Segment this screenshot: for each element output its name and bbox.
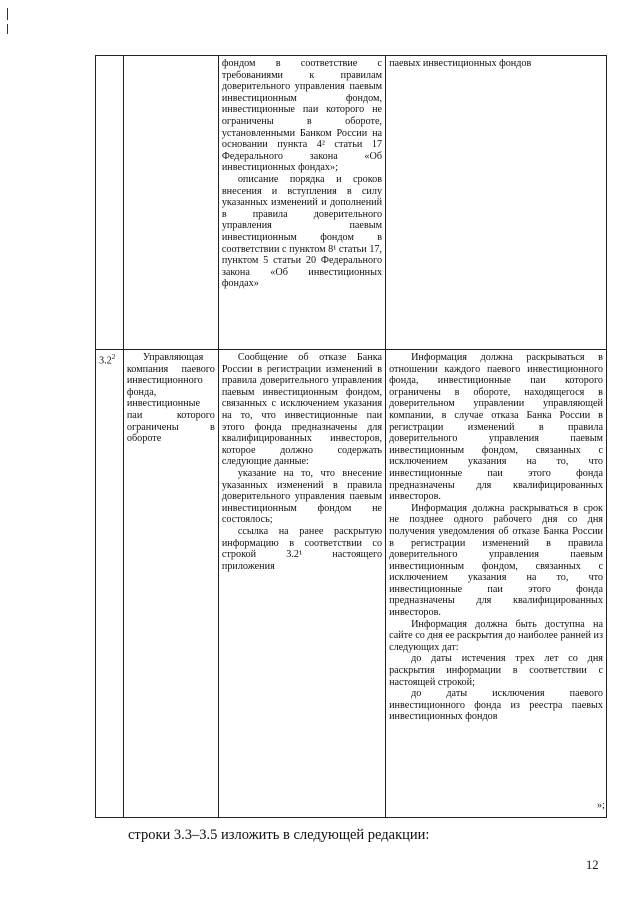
discloser-text: Управляющая компания паевого инвестиционного фонда, инвестиционные паи которого ограничены в обороте — [126, 352, 215, 445]
note-paragraph: до даты исключения паевого инвестиционного фонда из реестра паевых инвестиционных фондов — [389, 688, 603, 723]
page-number: 12 — [586, 858, 599, 872]
cell-requirements — [218, 350, 385, 818]
requirement-paragraph: описание порядка и сроков внесения и вступления в силу указанных изменений и дополнений в правила доверительного управления паевым инвестиционным фондом в соответствии с пунктом 8¹ статьи 17, пунктом 5 статьи 20 Федерального закона «Об инвестиционных фондах» — [221, 173, 383, 290]
note-paragraph: паевых инвестиционных фондов — [389, 58, 532, 69]
cell-discloser — [123, 350, 218, 818]
requirement-paragraph: Сообщение об отказе Банка России в регистрации изменений в правила доверительного управления паевым инвестиционным фондом, связанных с исключением указания на то, что инвестиционные паи этого фонда предназначены для квалифицированных инвесторов, которое должно содержать следующие данные: — [221, 352, 383, 468]
cell-notes — [386, 350, 607, 818]
note-paragraph: Информация должна раскрываться в отношении каждого паевого инвестиционного фонда, инвестиционные паи которого ограничены в обороте, находящегося в доверительном управлении управляющей компании, в случае отказа Банка России в регистрации изменений в правила доверительного управления паевым инвестиционным фондом, связанных с исключением указания на то, что инвестиционные паи этого фонда предназначены для квалифицированных инвесторов. — [389, 352, 603, 503]
table-row-3-2-2 — [96, 350, 607, 818]
requirement-paragraph: указание на то, что внесение указанных изменений в правила доверительного управления паевым инвестиционным фондом не состоялось; — [221, 467, 383, 526]
closing-quote: »; — [597, 800, 605, 811]
amendment-instruction: строки 3.3–3.5 изложить в следующей редакции: — [128, 827, 430, 843]
row-number-superscript: 2 — [111, 353, 116, 361]
requirement-paragraph: ссылка на ранее раскрытую информацию в соответствии со строкой 3.2¹ настоящего приложения — [221, 525, 383, 572]
note-paragraph: до даты истечения трех лет со дня раскрытия информации в соответствии с настоящей строкой; — [389, 653, 603, 688]
table-row-continuation — [96, 56, 607, 350]
cell-discloser-empty — [123, 56, 218, 350]
note-paragraph: Информация должна быть доступна на сайте со дня ее раскрытия до наиболее ранней из следующих дат: — [389, 618, 603, 653]
cell-number-empty — [96, 56, 124, 350]
disclosure-table — [95, 55, 607, 818]
note-paragraph: Информация должна раскрываться в срок не позднее одного рабочего дня со дня получения уведомления об отказе Банка России в регистрации изменений в правила доверительного управления паевым инвестиционным фондом, связанных с исключением указания на то, что инвестиционные паи этого фонда предназначены для квалифицированных инвесторов. — [389, 502, 603, 619]
cell-requirements — [218, 56, 385, 350]
row-number: 3.2 — [99, 355, 112, 367]
margin-mark — [7, 8, 8, 20]
requirement-paragraph: фондом в соответствие с требованиями к правилам доверительного управления паевым инвестиционным фондом, инвестиционные паи которого не ограничены в обороте, установленными Банком России на основании пункта 4² статьи 17 Федерального закона «Об инвестиционных фондах»; — [221, 58, 383, 174]
cell-number — [96, 350, 124, 818]
margin-mark — [7, 24, 8, 34]
cell-notes — [386, 56, 607, 350]
